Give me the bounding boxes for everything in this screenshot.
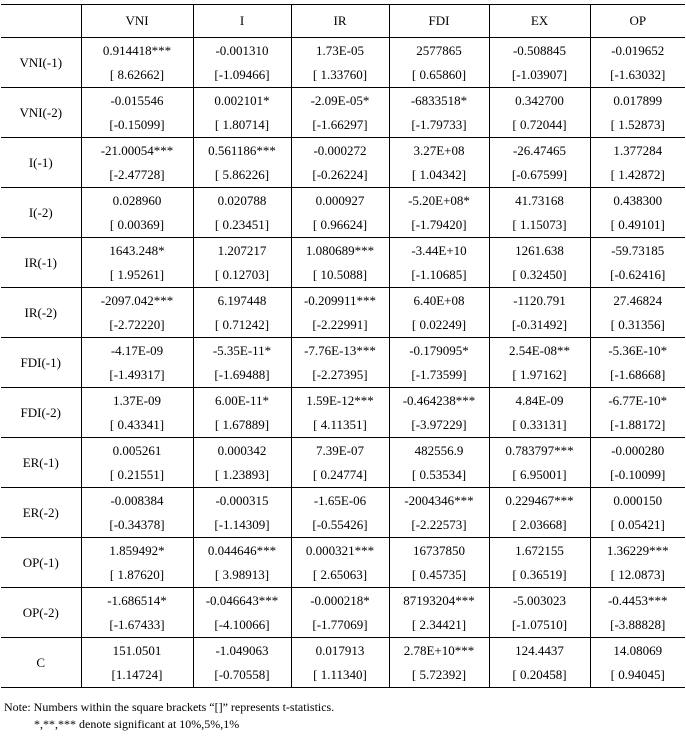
coefficient-cell: 0.028960 [81, 188, 193, 214]
coefficient-cell: -0.001310 [193, 38, 291, 64]
table-row-coefficients [1, 338, 685, 364]
t-statistic-cell: [-1.03907] [489, 63, 590, 88]
row-label: IR(-2) [1, 288, 81, 338]
table-row-tstats [1, 313, 685, 338]
table-header [1, 5, 685, 38]
t-statistic-cell: [-0.62416] [590, 263, 685, 288]
coefficient-cell: 3.27E+08 [389, 138, 489, 164]
note-significance: *,**,*** denote significant at 10%,5%,1% [34, 717, 240, 731]
t-statistic-cell: [ 1.15073] [489, 213, 590, 238]
coefficient-cell: -5.20E+08* [389, 188, 489, 214]
coefficient-cell: 0.000150 [590, 488, 685, 514]
t-statistic-cell: [ 5.72392] [389, 663, 489, 688]
table-row-coefficients [1, 288, 685, 314]
t-statistic-cell: [-1.73599] [389, 363, 489, 388]
t-statistic-cell: [-2.22991] [291, 313, 389, 338]
coefficient-cell: 0.002101* [193, 88, 291, 114]
t-statistic-cell: [-1.79420] [389, 213, 489, 238]
coefficient-cell: -5.003023 [489, 588, 590, 614]
coefficient-cell: 2577865 [389, 38, 489, 64]
t-statistic-cell: [ 0.32450] [489, 263, 590, 288]
coefficient-cell: 6.00E-11* [193, 388, 291, 414]
table-row-tstats [1, 363, 685, 388]
t-statistic-cell: [-0.10099] [590, 463, 685, 488]
t-statistic-cell: [ 0.23451] [193, 213, 291, 238]
column-header: FDI [389, 5, 489, 38]
coefficient-cell: 1643.248* [81, 238, 193, 264]
t-statistic-cell: [ 1.97162] [489, 363, 590, 388]
coefficient-cell: 1.859492* [81, 538, 193, 564]
table-row-tstats [1, 213, 685, 238]
coefficient-cell: -0.179095* [389, 338, 489, 364]
coefficient-cell: 1.080689*** [291, 238, 389, 264]
t-statistic-cell: [ 1.42872] [590, 163, 685, 188]
coefficient-cell: 151.0501 [81, 638, 193, 664]
table-row-tstats [1, 63, 685, 88]
coefficient-cell: -3.44E+10 [389, 238, 489, 264]
coefficient-cell: -0.015546 [81, 88, 193, 114]
coefficient-cell: 482556.9 [389, 438, 489, 464]
coefficient-cell: 0.000927 [291, 188, 389, 214]
coefficient-cell: 7.39E-07 [291, 438, 389, 464]
table-row-coefficients [1, 138, 685, 164]
t-statistic-cell: [ 4.11351] [291, 413, 389, 438]
column-header: IR [291, 5, 389, 38]
coefficient-cell: 1.59E-12*** [291, 388, 389, 414]
coefficient-cell: -0.008384 [81, 488, 193, 514]
t-statistic-cell: [-2.47728] [81, 163, 193, 188]
table-row-tstats [1, 463, 685, 488]
coefficient-cell: 1.36229*** [590, 538, 685, 564]
t-statistic-cell: [-3.97229] [389, 413, 489, 438]
t-statistic-cell: [ 1.87620] [81, 563, 193, 588]
table-row-tstats [1, 113, 685, 138]
coefficient-cell: 0.438300 [590, 188, 685, 214]
table-body [1, 38, 685, 688]
coefficient-cell: -0.000272 [291, 138, 389, 164]
coefficient-cell: -1.686514* [81, 588, 193, 614]
coefficient-cell: -0.000315 [193, 488, 291, 514]
column-header: VNI [81, 5, 193, 38]
row-label: C [1, 638, 81, 688]
t-statistic-cell: [ 0.94045] [590, 663, 685, 688]
table-row-tstats [1, 413, 685, 438]
table-row-tstats [1, 263, 685, 288]
coefficient-cell: 0.914418*** [81, 38, 193, 64]
coefficient-cell: -1.049063 [193, 638, 291, 664]
row-label: FDI(-2) [1, 388, 81, 438]
row-label: VNI(-2) [1, 88, 81, 138]
t-statistic-cell: [ 2.34421] [389, 613, 489, 638]
t-statistic-cell: [ 0.24774] [291, 463, 389, 488]
t-statistic-cell: [ 1.33760] [291, 63, 389, 88]
coefficient-cell: -1.65E-06 [291, 488, 389, 514]
coefficient-cell: -0.464238*** [389, 388, 489, 414]
t-statistic-cell: [-1.69488] [193, 363, 291, 388]
t-statistic-cell: [ 0.45735] [389, 563, 489, 588]
coefficient-cell: 0.000342 [193, 438, 291, 464]
t-statistic-cell: [-1.68668] [590, 363, 685, 388]
t-statistic-cell: [ 0.20458] [489, 663, 590, 688]
table-row-tstats [1, 613, 685, 638]
var-results-table [1, 4, 685, 688]
table-row-coefficients [1, 88, 685, 114]
t-statistic-cell: [-1.07510] [489, 613, 590, 638]
coefficient-cell: -5.36E-10* [590, 338, 685, 364]
coefficient-cell: -6.77E-10* [590, 388, 685, 414]
t-statistic-cell: [-3.88828] [590, 613, 685, 638]
t-statistic-cell: [-0.55426] [291, 513, 389, 538]
table-row-coefficients [1, 188, 685, 214]
t-statistic-cell: [ 1.52873] [590, 113, 685, 138]
coefficient-cell: -6833518* [389, 88, 489, 114]
coefficient-cell: 1.377284 [590, 138, 685, 164]
coefficient-cell: -0.000218* [291, 588, 389, 614]
coefficient-cell: -1120.791 [489, 288, 590, 314]
t-statistic-cell: [ 12.0873] [590, 563, 685, 588]
t-statistic-cell: [ 0.72044] [489, 113, 590, 138]
t-statistic-cell: [ 0.53534] [389, 463, 489, 488]
table-row-tstats [1, 513, 685, 538]
t-statistic-cell: [-1.63032] [590, 63, 685, 88]
coefficient-cell: 124.4437 [489, 638, 590, 664]
row-label: FDI(-1) [1, 338, 81, 388]
t-statistic-cell: [ 1.95261] [81, 263, 193, 288]
coefficient-cell: -26.47465 [489, 138, 590, 164]
row-label: OP(-1) [1, 538, 81, 588]
table-row-coefficients [1, 538, 685, 564]
t-statistic-cell: [ 0.02249] [389, 313, 489, 338]
coefficient-cell: 0.017899 [590, 88, 685, 114]
table-row-tstats [1, 663, 685, 688]
t-statistic-cell: [ 0.05421] [590, 513, 685, 538]
t-statistic-cell: [ 10.5088] [291, 263, 389, 288]
coefficient-cell: -2.09E-05* [291, 88, 389, 114]
column-header: I [193, 5, 291, 38]
coefficient-cell: -5.35E-11* [193, 338, 291, 364]
t-statistic-cell: [ 1.67889] [193, 413, 291, 438]
table-row-coefficients [1, 38, 685, 64]
coefficient-cell: -4.17E-09 [81, 338, 193, 364]
row-label: IR(-1) [1, 238, 81, 288]
t-statistic-cell: [-2.72220] [81, 313, 193, 338]
t-statistic-cell: [-1.10685] [389, 263, 489, 288]
table-row-tstats [1, 563, 685, 588]
coefficient-cell: 1.672155 [489, 538, 590, 564]
coefficient-cell: 0.229467*** [489, 488, 590, 514]
row-label: I(-1) [1, 138, 81, 188]
coefficient-cell: 87193204*** [389, 588, 489, 614]
t-statistic-cell: [ 0.12703] [193, 263, 291, 288]
column-header: OP [590, 5, 685, 38]
coefficient-cell: 41.73168 [489, 188, 590, 214]
t-statistic-cell: [ 8.62662] [81, 63, 193, 88]
coefficient-cell: -0.209911*** [291, 288, 389, 314]
coefficient-cell: -59.73185 [590, 238, 685, 264]
coefficient-cell: 27.46824 [590, 288, 685, 314]
coefficient-cell: -0.019652 [590, 38, 685, 64]
row-label: I(-2) [1, 188, 81, 238]
t-statistic-cell: [-1.67433] [81, 613, 193, 638]
t-statistic-cell: [-2.22573] [389, 513, 489, 538]
t-statistic-cell: [ 0.00369] [81, 213, 193, 238]
t-statistic-cell: [ 0.71242] [193, 313, 291, 338]
t-statistic-cell: [-0.26224] [291, 163, 389, 188]
t-statistic-cell: [-2.27395] [291, 363, 389, 388]
coefficient-cell: -2097.042*** [81, 288, 193, 314]
table-row-coefficients [1, 388, 685, 414]
coefficient-cell: 0.000321*** [291, 538, 389, 564]
t-statistic-cell: [-1.14309] [193, 513, 291, 538]
t-statistic-cell: [ 2.65063] [291, 563, 389, 588]
t-statistic-cell: [ 1.11340] [291, 663, 389, 688]
t-statistic-cell: [ 0.33131] [489, 413, 590, 438]
table-notes [4, 699, 334, 733]
t-statistic-cell: [-0.34378] [81, 513, 193, 538]
t-statistic-cell: [ 0.96624] [291, 213, 389, 238]
coefficient-cell: 14.08069 [590, 638, 685, 664]
coefficient-cell: 0.005261 [81, 438, 193, 464]
t-statistic-cell: [-1.09466] [193, 63, 291, 88]
coefficient-cell: -0.046643*** [193, 588, 291, 614]
coefficient-cell: 4.84E-09 [489, 388, 590, 414]
row-label: ER(-2) [1, 488, 81, 538]
t-statistic-cell: [ 1.23893] [193, 463, 291, 488]
table-row-coefficients [1, 638, 685, 664]
coefficient-cell: 1.37E-09 [81, 388, 193, 414]
t-statistic-cell: [ 1.80714] [193, 113, 291, 138]
coefficient-cell: 1.207217 [193, 238, 291, 264]
table-row-coefficients [1, 238, 685, 264]
t-statistic-cell: [-4.10066] [193, 613, 291, 638]
coefficient-cell: 6.197448 [193, 288, 291, 314]
t-statistic-cell: [-0.70558] [193, 663, 291, 688]
coefficient-cell: 16737850 [389, 538, 489, 564]
coefficient-cell: 2.54E-08** [489, 338, 590, 364]
t-statistic-cell: [-1.49317] [81, 363, 193, 388]
column-header: EX [489, 5, 590, 38]
coefficient-cell: -0.508845 [489, 38, 590, 64]
coefficient-cell: 1.73E-05 [291, 38, 389, 64]
row-label: OP(-2) [1, 588, 81, 638]
t-statistic-cell: [-0.67599] [489, 163, 590, 188]
coefficient-cell: 0.342700 [489, 88, 590, 114]
coefficient-cell: 6.40E+08 [389, 288, 489, 314]
coefficient-cell: -7.76E-13*** [291, 338, 389, 364]
coefficient-cell: 0.044646*** [193, 538, 291, 564]
header-corner [1, 5, 81, 38]
table-row-coefficients [1, 438, 685, 464]
coefficient-cell: -21.00054*** [81, 138, 193, 164]
t-statistic-cell: [1.14724] [81, 663, 193, 688]
t-statistic-cell: [-1.66297] [291, 113, 389, 138]
coefficient-cell: 1261.638 [489, 238, 590, 264]
table-row-coefficients [1, 588, 685, 614]
t-statistic-cell: [-0.31492] [489, 313, 590, 338]
coefficient-cell: 0.561186*** [193, 138, 291, 164]
coefficient-cell: 0.017913 [291, 638, 389, 664]
t-statistic-cell: [ 0.36519] [489, 563, 590, 588]
t-statistic-cell: [ 3.98913] [193, 563, 291, 588]
t-statistic-cell: [-1.88172] [590, 413, 685, 438]
coefficient-cell: -0.4453*** [590, 588, 685, 614]
t-statistic-cell: [ 1.04342] [389, 163, 489, 188]
coefficient-cell: 0.783797*** [489, 438, 590, 464]
t-statistic-cell: [ 0.43341] [81, 413, 193, 438]
coefficient-cell: -0.000280 [590, 438, 685, 464]
t-statistic-cell: [ 0.65860] [389, 63, 489, 88]
table-row-tstats [1, 163, 685, 188]
note-tstat: Note: Numbers within the square brackets “[]” represents t-statistics. [4, 700, 335, 714]
t-statistic-cell: [-0.15099] [81, 113, 193, 138]
coefficient-cell: -2004346*** [389, 488, 489, 514]
coefficient-cell: 2.78E+10*** [389, 638, 489, 664]
row-label: ER(-1) [1, 438, 81, 488]
t-statistic-cell: [ 0.31356] [590, 313, 685, 338]
t-statistic-cell: [ 0.21551] [81, 463, 193, 488]
t-statistic-cell: [-1.77069] [291, 613, 389, 638]
row-label: VNI(-1) [1, 38, 81, 88]
coefficient-cell: 0.020788 [193, 188, 291, 214]
t-statistic-cell: [-1.79733] [389, 113, 489, 138]
header-row [1, 5, 685, 38]
t-statistic-cell: [ 5.86226] [193, 163, 291, 188]
t-statistic-cell: [ 0.49101] [590, 213, 685, 238]
t-statistic-cell: [ 6.95001] [489, 463, 590, 488]
t-statistic-cell: [ 2.03668] [489, 513, 590, 538]
table-row-coefficients [1, 488, 685, 514]
